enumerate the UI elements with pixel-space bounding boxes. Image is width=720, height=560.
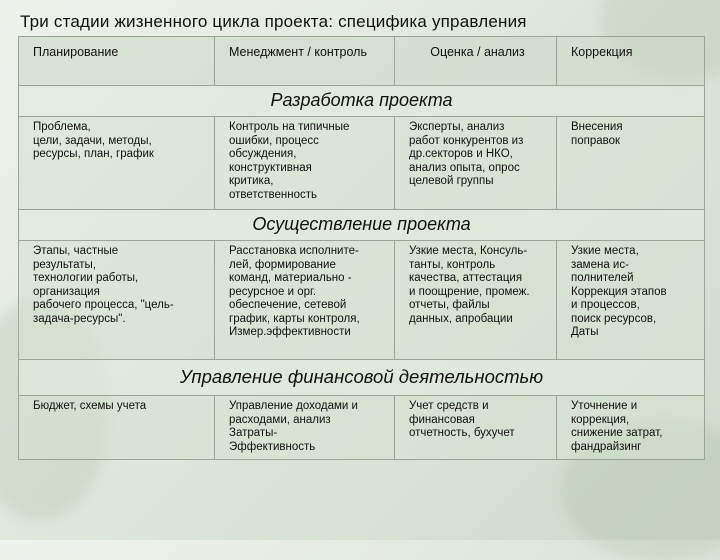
table-cell: Проблема, цели, задачи, методы, ресурсы, план, график [19, 117, 215, 210]
header-evaluation: Оценка / анализ [395, 37, 557, 86]
section-header-row [19, 86, 705, 117]
section-header-row [19, 210, 705, 241]
section-header-row [19, 360, 705, 396]
table-cell: Бюджет, схемы учета [19, 396, 215, 460]
header-planning: Планирование [19, 37, 215, 86]
table-cell: Узкие места, замена ис- полнителей Коррекция этапов и процессов, поиск ресурсов, Даты [557, 241, 705, 360]
table-cell: Контроль на типичные ошибки, процесс обсуждения, конструктивная критика, ответственность [215, 117, 395, 210]
section-title-implementation: Осуществление проекта [19, 210, 705, 241]
slide-title: Три стадии жизненного цикла проекта: специфика управления [20, 12, 527, 31]
lifecycle-table [18, 36, 705, 460]
table-cell: Управление доходами и расходами, анализ Затраты- Эффективность [215, 396, 395, 460]
table-cell: Эксперты, анализ работ конкурентов из др.секторов и НКО, анализ опыта, опрос целевой группы [395, 117, 557, 210]
table-cell: Уточнение и коррекция, снижение затрат, фандрайзинг [557, 396, 705, 460]
table-cell: Этапы, частные результаты, технологии работы, организация рабочего процесса, "цель- задача-ресурсы". [19, 241, 215, 360]
header-correction: Коррекция [557, 37, 705, 86]
section-title-finance: Управление финансовой деятельностью [19, 360, 705, 396]
section-title-development: Разработка проекта [19, 86, 705, 117]
table-row [19, 117, 705, 210]
table-cell: Узкие места, Консуль- танты, контроль качества, аттестация и поощрение, промеж. отчеты, файлы данных, апробации [395, 241, 557, 360]
table-cell: Учет средств и финансовая отчетность, бухучет [395, 396, 557, 460]
table-row [19, 396, 705, 460]
header-management: Менеджмент / контроль [215, 37, 395, 86]
table-cell: Внесения поправок [557, 117, 705, 210]
table-row [19, 241, 705, 360]
table-cell: Расстановка исполните- лей, формирование команд, материально - ресурсное и орг. обеспечение, сетевой график, карты контроля, Измер.эффективности [215, 241, 395, 360]
table-header-row [19, 37, 705, 86]
